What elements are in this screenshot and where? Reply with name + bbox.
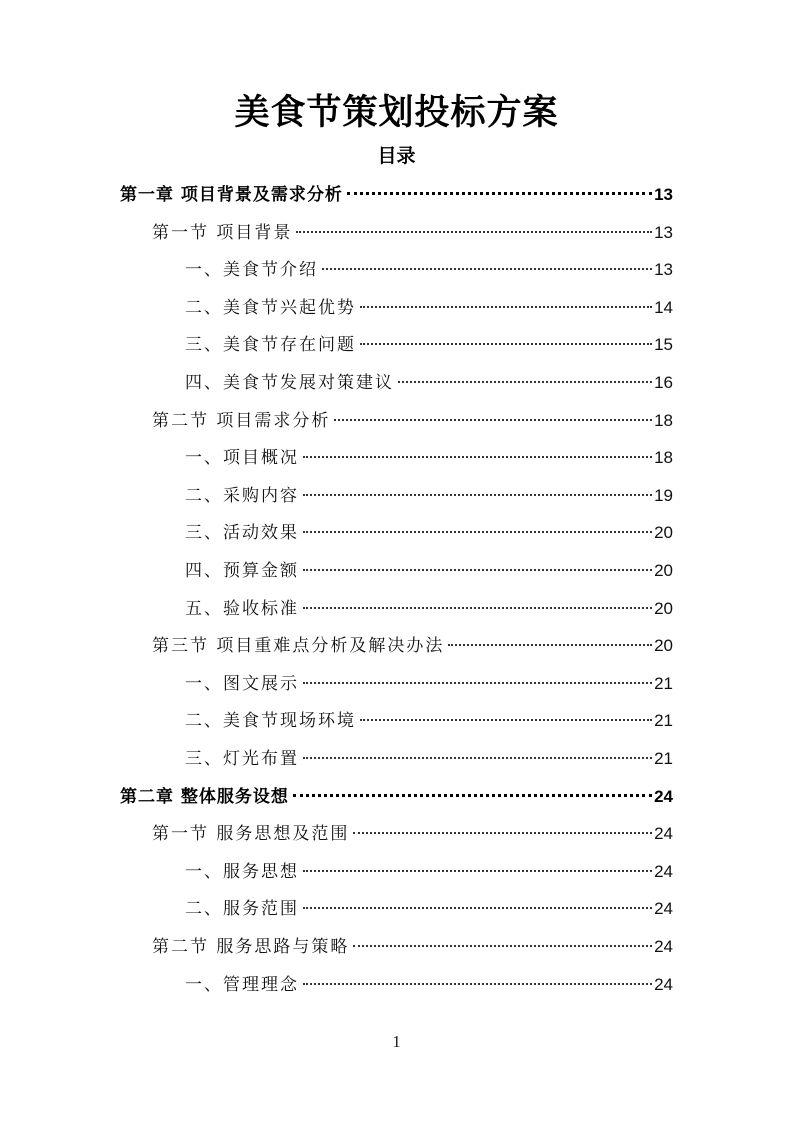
dot-leader [448, 644, 652, 646]
toc-entry-label: 一、管理理念 [185, 974, 299, 995]
toc-entry-page-number: 20 [654, 598, 673, 618]
toc-entry-page-number: 18 [654, 410, 673, 430]
toc-section-entry[interactable] [152, 214, 673, 252]
toc-subsection-entry[interactable] [185, 326, 673, 364]
toc-entry-label: 第一章 项目背景及需求分析 [120, 185, 343, 205]
toc-entry-page-number: 24 [654, 861, 673, 881]
toc-subsection-entry[interactable] [185, 364, 673, 402]
toc-chapter-entry[interactable] [120, 176, 673, 214]
toc-entry-label: 第二节 服务思路与策略 [152, 937, 350, 957]
toc-entry-label: 第三节 项目重难点分析及解决办法 [152, 636, 445, 657]
dot-leader [303, 983, 652, 985]
toc-entry-page-number: 24 [654, 899, 673, 919]
toc-entry-label: 三、灯光布置 [185, 749, 299, 769]
toc-entry-page-number: 24 [654, 937, 673, 956]
toc-entry-label: 四、预算金额 [185, 561, 299, 581]
toc-entry-label: 二、采购内容 [185, 485, 299, 506]
document-title: 美食节策划投标方案 [234, 92, 559, 133]
toc-entry-page-number: 13 [654, 185, 673, 204]
dot-leader [303, 494, 652, 496]
toc-entry-label: 一、美食节介绍 [185, 260, 318, 281]
toc-entry-page-number: 21 [654, 711, 673, 731]
toc-entry-label: 四、美食节发展对策建议 [185, 373, 394, 393]
dot-leader [360, 719, 652, 721]
toc-entry-label: 二、服务范围 [185, 899, 299, 920]
toc-subsection-entry[interactable] [185, 552, 673, 590]
dot-leader [303, 531, 652, 533]
page-number: 1 [392, 1032, 401, 1051]
dot-leader [353, 832, 652, 834]
toc-entry-page-number: 24 [654, 786, 673, 806]
dot-leader [303, 870, 652, 872]
dot-leader [353, 945, 652, 947]
toc-entry-page-number: 24 [654, 824, 673, 844]
toc-entry-label: 三、美食节存在问题 [185, 335, 356, 356]
toc-entry-page-number: 20 [654, 523, 673, 543]
toc-entry-page-number: 15 [654, 335, 673, 355]
toc-entry-page-number: 20 [654, 636, 673, 656]
toc-entry-page-number: 14 [654, 297, 673, 317]
toc-subsection-entry[interactable] [185, 251, 673, 289]
toc-entry-page-number: 19 [654, 485, 673, 505]
toc-subsection-entry[interactable] [185, 890, 673, 928]
dot-leader [293, 794, 652, 797]
dot-leader [398, 381, 652, 383]
dot-leader [303, 607, 652, 609]
dot-leader [360, 343, 652, 345]
dot-leader [303, 456, 652, 458]
toc-entry-label: 一、项目概况 [185, 448, 299, 469]
dot-leader [296, 231, 652, 233]
toc-chapter-entry[interactable] [120, 778, 673, 816]
toc-entry-label: 第二节 项目需求分析 [152, 410, 331, 431]
dot-leader [347, 192, 652, 195]
toc-subsection-entry[interactable] [185, 514, 673, 552]
toc-entry-label: 第一节 服务思想及范围 [152, 824, 350, 845]
toc-entry-label: 二、美食节现场环境 [185, 711, 356, 732]
dot-leader [303, 757, 652, 759]
toc-subsection-entry[interactable] [185, 665, 673, 703]
toc-subsection-entry[interactable] [185, 439, 673, 477]
dot-leader [334, 419, 652, 421]
toc-section-entry[interactable] [152, 928, 673, 966]
toc-entry-page-number: 13 [654, 260, 673, 280]
dot-leader [360, 306, 652, 308]
toc-section-entry[interactable] [152, 627, 673, 665]
toc-subsection-entry[interactable] [185, 966, 673, 1004]
toc-section-entry[interactable] [152, 815, 673, 853]
toc-entry-page-number: 18 [654, 448, 673, 468]
dot-leader [303, 569, 652, 571]
toc-entry-label: 五、验收标准 [185, 598, 299, 619]
toc-subsection-entry[interactable] [185, 289, 673, 327]
dot-leader [303, 682, 652, 684]
toc-entry-label: 第一节 项目背景 [152, 222, 293, 243]
toc-entry-page-number: 24 [654, 974, 673, 994]
dot-leader [303, 907, 652, 909]
toc-entry-label: 第二章 整体服务设想 [120, 786, 289, 807]
toc-entry-label: 二、美食节兴起优势 [185, 297, 356, 318]
toc-entry-label: 一、图文展示 [185, 673, 299, 694]
dot-leader [322, 268, 652, 270]
toc-entry-page-number: 21 [654, 749, 673, 768]
toc-heading: 目录 [377, 145, 416, 167]
toc-subsection-entry[interactable] [185, 702, 673, 740]
toc-subsection-entry[interactable] [185, 740, 673, 778]
toc-subsection-entry[interactable] [185, 853, 673, 891]
toc-entry-page-number: 16 [654, 373, 673, 392]
toc-entry-page-number: 20 [654, 561, 673, 580]
toc-entry-label: 三、活动效果 [185, 523, 299, 544]
toc-section-entry[interactable] [152, 402, 673, 440]
toc-entry-page-number: 21 [654, 673, 673, 693]
toc-subsection-entry[interactable] [185, 477, 673, 515]
toc-subsection-entry[interactable] [185, 590, 673, 628]
toc-entry-label: 一、服务思想 [185, 861, 299, 882]
toc-entry-page-number: 13 [654, 222, 673, 242]
